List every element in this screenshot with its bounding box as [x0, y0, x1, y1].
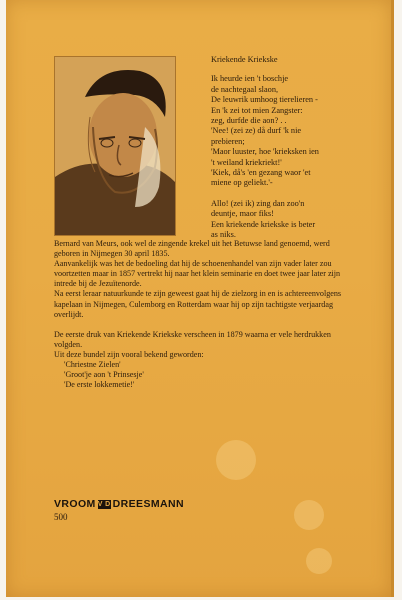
book-title: 'Chriestne Zielen' [64, 360, 121, 370]
paper-stain [294, 500, 324, 530]
book-title: 'Groot'je aon 't Prinsesje' [64, 370, 144, 380]
vroom-dreesmann-logo [54, 498, 184, 510]
bio-paragraph: Na eerst leraar natuurkunde te zijn geweest gaat hij de zielzorg in en is achtereenvolgens kapelaan in Nijmegen, Culemborg en Rotterdam waar hij op zijn tachtigste verjaardag overlijdt. [54, 289, 342, 319]
poem-line: miene op geliekt.'- [211, 178, 273, 188]
book-back-cover [6, 0, 394, 597]
poem-line: de nachtegaal slaon, [211, 84, 279, 94]
poem-title: Kriekende Kriekske [211, 55, 278, 64]
book-list [54, 360, 354, 390]
poem-line: 'Nee! (zei ze) då durf 'k nie [211, 126, 302, 136]
poem-line: 'Kiek, då's 'en gezang waor 'et [211, 168, 311, 178]
logo-text-right: DREESMANN [112, 498, 184, 510]
bio-paragraph: De eerste druk van Kriekende Kriekske verscheen in 1879 waarna er vele herdrukken volgden. [54, 329, 331, 349]
bio-paragraph: Uit deze bundel zijn vooral bekend geworden: [54, 349, 204, 359]
vd-mark-icon: V D [97, 500, 111, 508]
poem-line: Een kriekende kriekske is beter [211, 219, 316, 229]
book-title: 'De erste lokkemetie!' [64, 380, 135, 390]
author-portrait [54, 56, 176, 236]
portrait-drawing [55, 57, 175, 235]
poem-line: Allo! (zei ik) zing dan zoo'n [211, 198, 305, 208]
author-biography [54, 239, 354, 390]
poem-line: as niks. [211, 230, 236, 240]
logo-text-left: VROOM [54, 498, 96, 510]
bio-paragraph: Bernard van Meurs, ook wel de zingende krekel uit het Betuwse land genoemd, werd geboren in Nijmegen 30 april 1835. [54, 239, 330, 259]
poem [211, 55, 381, 241]
poem-line: Ik heurde ien 't boschje [211, 74, 289, 84]
poem-line: deuntje, maor fiks! [211, 209, 274, 219]
poem-line: prebieren; [211, 136, 245, 146]
paper-stain [306, 548, 332, 574]
paper-stain [216, 440, 256, 480]
poem-line: De leuwrik umhoog tierelieren - [211, 95, 318, 105]
poem-line: zeg, durfde die aon? . . [211, 116, 287, 126]
poem-line: En 'k zei tot mien Zangster: [211, 105, 303, 115]
poem-line: 't weiland kriekriekt!' [211, 157, 282, 167]
catalog-number: 500 [54, 512, 68, 522]
bio-paragraph: Aanvankelijk was het de bedoeling dat hij de schoenenhandel van zijn vader later zou voortzetten maar in 1857 vertrekt hij naar het klein seminarie en doet twee jaar later zijn intrede bij de Jezuïtenorde. [54, 259, 341, 289]
poem-line: 'Maor luuster, hoe 'krieksken ien [211, 147, 319, 157]
